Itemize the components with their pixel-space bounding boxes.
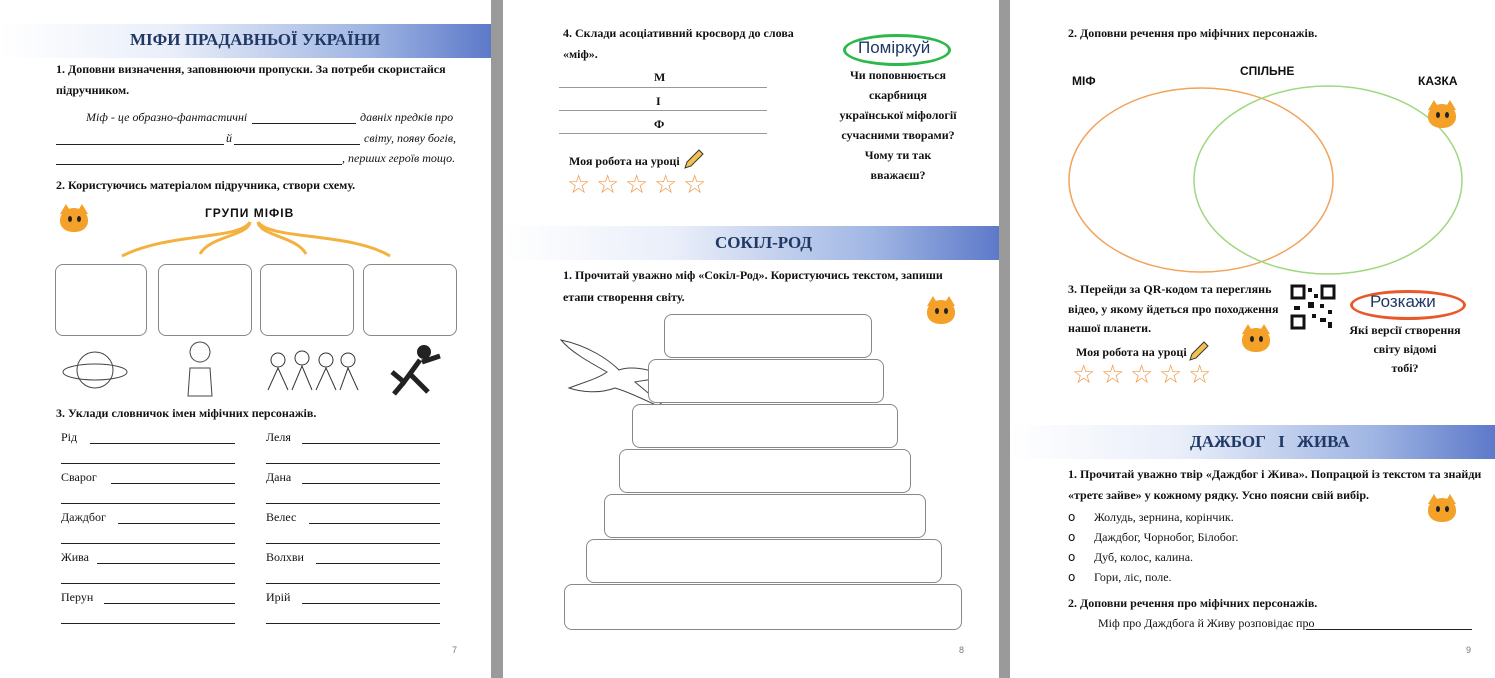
star-icon[interactable]: ☆ bbox=[683, 170, 707, 200]
answer-line[interactable] bbox=[97, 563, 235, 564]
cat-mascot-icon bbox=[56, 202, 92, 238]
dictionary-name: Перун bbox=[61, 590, 94, 604]
sentence-text: Міф про Даждбога й Живу розповідає про bbox=[1098, 616, 1315, 630]
tell-question-line: Які версії створення bbox=[1349, 323, 1461, 337]
my-work-label: Моя робота на уроці bbox=[569, 154, 680, 168]
think-question-line: вважаєш? bbox=[870, 168, 926, 182]
think-question-line: сучасними творами? bbox=[841, 128, 955, 142]
section-title: СОКІЛ-РОД bbox=[715, 233, 813, 252]
task3-text-cont: відео, у якому йдеться про походження bbox=[1068, 302, 1279, 316]
star-icon[interactable]: ☆ bbox=[567, 170, 591, 200]
hero-icon bbox=[384, 342, 444, 397]
star-icon[interactable]: ☆ bbox=[1072, 360, 1096, 390]
venn-label-myth: МІФ bbox=[1072, 74, 1096, 88]
page-number: 7 bbox=[452, 645, 458, 655]
star-icon[interactable]: ☆ bbox=[654, 170, 678, 200]
venn-diagram[interactable] bbox=[1066, 82, 1472, 278]
page-number: 8 bbox=[959, 645, 965, 655]
stage-box[interactable] bbox=[648, 359, 884, 403]
crowd-icon bbox=[262, 348, 362, 392]
dictionary-name: Сварог bbox=[61, 470, 97, 484]
stage-box[interactable] bbox=[604, 494, 926, 538]
blank-line[interactable] bbox=[252, 123, 356, 124]
star-icon[interactable]: ☆ bbox=[1101, 360, 1125, 390]
answer-line[interactable] bbox=[266, 503, 440, 504]
task2-text: 2. Доповни речення про міфічних персонажів. bbox=[1068, 26, 1318, 40]
cat-mascot-icon bbox=[1424, 492, 1460, 528]
task1-text: 1. Прочитай уважно твір «Даждбог і Жива». Попрацюй із текстом та знайди bbox=[1068, 467, 1482, 481]
answer-line[interactable] bbox=[61, 583, 235, 584]
crossword-letter: І bbox=[656, 94, 661, 108]
think-label: Поміркуй bbox=[858, 38, 931, 57]
crossword-row[interactable] bbox=[559, 110, 767, 111]
star-icon[interactable]: ☆ bbox=[625, 170, 649, 200]
tell-question-line: тобі? bbox=[1391, 361, 1419, 375]
tell-question-line: світу відомі bbox=[1373, 342, 1437, 356]
definition-part: , перших героїв тощо. bbox=[342, 151, 456, 165]
stage-box[interactable] bbox=[632, 404, 898, 448]
my-work-label: Моя робота на уроці bbox=[1076, 345, 1187, 359]
task4-text: 4. Склади асоціативний кросворд до слова bbox=[563, 26, 794, 40]
dictionary-name: Даждбог bbox=[61, 510, 106, 524]
definition-part: й bbox=[226, 131, 232, 145]
answer-line[interactable] bbox=[111, 483, 235, 484]
answer-line[interactable] bbox=[61, 623, 235, 624]
stage-box[interactable] bbox=[664, 314, 872, 358]
answer-line[interactable] bbox=[61, 543, 235, 544]
answer-line[interactable] bbox=[104, 603, 235, 604]
answer-line[interactable] bbox=[302, 603, 440, 604]
page-title: МІФИ ПРАДАВНЬОЇ УКРАЇНИ bbox=[130, 30, 381, 49]
page-8 bbox=[503, 0, 999, 678]
task2-text: 2. Користуючись матеріалом підручника, створи схему. bbox=[56, 178, 356, 192]
think-question-line: української міфології bbox=[839, 108, 957, 122]
venn-label-common: СПІЛЬНЕ bbox=[1240, 64, 1295, 78]
task1-text: 1. Доповни визначення, заповнюючи пропуски. За потреби скористайся bbox=[56, 62, 446, 76]
star-icon[interactable]: ☆ bbox=[1159, 360, 1183, 390]
blank-line[interactable] bbox=[234, 144, 360, 145]
task1-text-cont: етапи створення світу. bbox=[563, 290, 685, 304]
bullet-icon: o bbox=[1068, 570, 1076, 584]
task2-text: 2. Доповни речення про міфічних персонажів. bbox=[1068, 596, 1318, 610]
answer-line[interactable] bbox=[118, 523, 235, 524]
crossword-letter: Ф bbox=[654, 117, 665, 131]
task1-text-cont: «третє зайве» у кожному рядку. Усно поясни свій вибір. bbox=[1068, 488, 1370, 502]
answer-line[interactable] bbox=[61, 463, 235, 464]
answer-line[interactable] bbox=[90, 443, 235, 444]
venn-label-tale: КАЗКА bbox=[1418, 74, 1458, 88]
think-question-line: скарбниця bbox=[869, 88, 927, 102]
group-box[interactable] bbox=[260, 264, 354, 336]
dictionary-name: Жива bbox=[61, 550, 90, 564]
list-item[interactable]: Дуб, колос, калина. bbox=[1094, 550, 1194, 564]
answer-line[interactable] bbox=[266, 543, 440, 544]
cat-mascot-icon bbox=[1238, 322, 1274, 358]
bust-icon bbox=[180, 338, 220, 398]
page-9 bbox=[1010, 0, 1495, 678]
planet-icon bbox=[60, 342, 130, 397]
task1-text: 1. Прочитай уважно міф «Сокіл-Род». Користуючись текстом, запиши bbox=[563, 268, 943, 282]
section-title: ДАЖБОГ І ЖИВА bbox=[1190, 432, 1350, 451]
answer-line[interactable] bbox=[266, 463, 440, 464]
stage-box[interactable] bbox=[619, 449, 911, 493]
definition-part: давніх предків про bbox=[360, 110, 454, 124]
dictionary-name: Дана bbox=[266, 470, 292, 484]
crossword-row[interactable] bbox=[559, 87, 767, 88]
tell-label: Розкажи bbox=[1370, 292, 1436, 311]
definition-part: світу, появу богів, bbox=[364, 131, 457, 145]
answer-line[interactable] bbox=[266, 583, 440, 584]
task1-text-cont: підручником. bbox=[56, 83, 130, 97]
crossword-row[interactable] bbox=[559, 133, 767, 134]
scheme-arrows bbox=[110, 220, 400, 260]
blank-line[interactable] bbox=[56, 144, 224, 145]
think-question-line: Чому ти так bbox=[864, 148, 932, 162]
groups-title: ГРУПИ МІФІВ bbox=[205, 206, 295, 220]
cat-mascot-icon bbox=[1424, 98, 1460, 134]
answer-line[interactable] bbox=[302, 483, 440, 484]
answer-line[interactable] bbox=[61, 503, 235, 504]
star-icon[interactable]: ☆ bbox=[1188, 360, 1212, 390]
crossword-letter: М bbox=[654, 70, 666, 84]
dictionary-name: Волхви bbox=[266, 550, 304, 564]
task3-text: 3. Перейди за QR-кодом та переглянь bbox=[1068, 282, 1272, 296]
group-box[interactable] bbox=[158, 264, 252, 336]
bullet-icon: o bbox=[1068, 510, 1076, 524]
dictionary-name: Ирій bbox=[266, 590, 291, 604]
definition-part: Міф - це образно-фантастичні bbox=[86, 110, 248, 124]
answer-line[interactable] bbox=[302, 443, 440, 444]
bullet-icon: o bbox=[1068, 530, 1076, 544]
page-number: 9 bbox=[1466, 645, 1472, 655]
cat-mascot-icon bbox=[923, 294, 959, 330]
list-item[interactable]: Даждбог, Чорнобог, Білобог. bbox=[1094, 530, 1239, 544]
answer-line[interactable] bbox=[266, 623, 440, 624]
page-7 bbox=[0, 0, 491, 678]
dictionary-name: Велес bbox=[266, 510, 297, 524]
group-box[interactable] bbox=[363, 264, 457, 336]
star-icon[interactable]: ☆ bbox=[1130, 360, 1154, 390]
blank-line[interactable] bbox=[1306, 629, 1472, 630]
qr-code-icon[interactable] bbox=[1290, 284, 1336, 330]
stage-box[interactable] bbox=[564, 584, 962, 630]
list-item[interactable]: Гори, ліс, поле. bbox=[1094, 570, 1172, 584]
dictionary-name: Рід bbox=[61, 430, 78, 444]
answer-line[interactable] bbox=[309, 523, 440, 524]
answer-line[interactable] bbox=[316, 563, 440, 564]
blank-line[interactable] bbox=[56, 164, 342, 165]
star-icon[interactable]: ☆ bbox=[596, 170, 620, 200]
task3-text-cont: нашої планети. bbox=[1068, 321, 1152, 335]
think-question-line: Чи поповнюється bbox=[849, 68, 947, 82]
pencil-icon bbox=[681, 148, 705, 172]
task4-text-cont: «міф». bbox=[563, 47, 598, 61]
list-item[interactable]: Жолудь, зернина, корінчик. bbox=[1094, 510, 1234, 524]
bullet-icon: o bbox=[1068, 550, 1076, 564]
stage-box[interactable] bbox=[586, 539, 942, 583]
task3-text: 3. Уклади словничок імен міфічних персонажів. bbox=[56, 406, 317, 420]
group-box[interactable] bbox=[55, 264, 147, 336]
dictionary-name: Леля bbox=[266, 430, 291, 444]
